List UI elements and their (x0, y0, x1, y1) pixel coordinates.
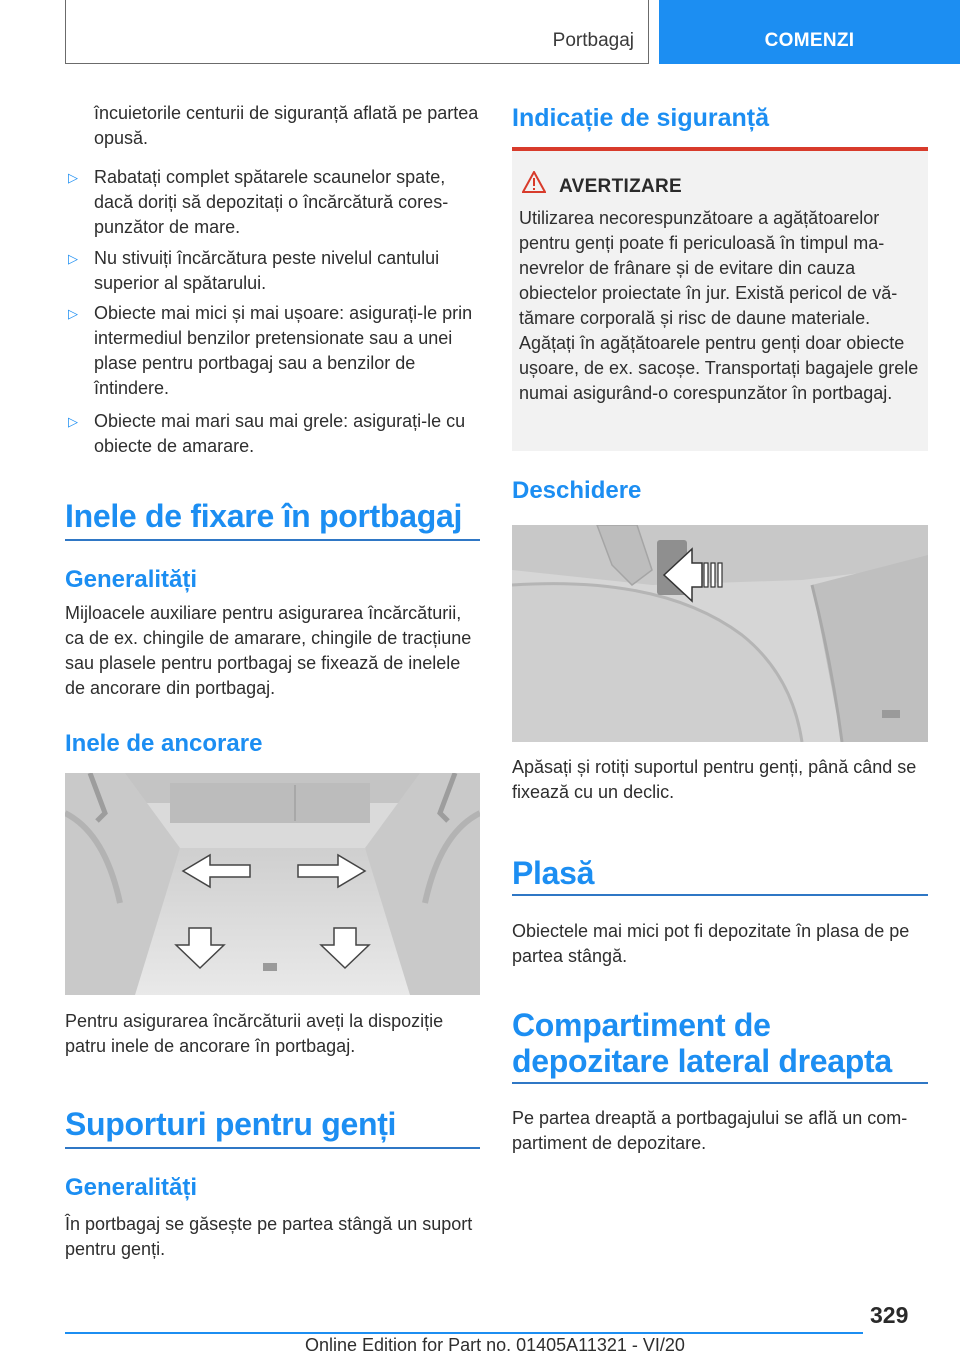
general-2-text: În portbagaj se găsește pe partea stângă un suport pentru genți. (65, 1214, 473, 1259)
triangle-bullet-icon: ▷ (68, 170, 78, 185)
compartment-text: Pe partea dreaptă a portbagajului se află un compartiment de depozitare. (512, 1108, 908, 1153)
heading-compartment: Compartiment de depozitare lateral dreapta (512, 1007, 892, 1079)
warning-triangle-icon (522, 171, 546, 193)
general-1-text: Mijloacele auxiliare pentru asigurarea încărcăturii, ca de ex. chingile de amarare, chingile de tracțiune sau plasele pentru portbagaj se fixează de inelele de ancorare din portbagaj. (65, 603, 472, 698)
header-chapter-label: COMENZI (764, 30, 855, 51)
heading-net: Plasă (512, 855, 595, 891)
heading-anchor-points: Inele de ancorare (65, 730, 263, 757)
header-section-title: Portbagaj (552, 30, 634, 51)
heading-rule (65, 539, 480, 541)
anchor-points-text: Pentru asigurarea încărcăturii aveți la dispoziție patru inele de ancorare în portbagaj. (65, 1011, 444, 1056)
heading-bag-holders: Suporturi pentru genți (65, 1106, 397, 1142)
warning-box (512, 147, 928, 451)
net-text: Obiectele mai mici pot fi depozitate în plasa de pe partea stângă. (512, 921, 910, 966)
heading-general-1: Generalități (65, 566, 198, 593)
triangle-bullet-icon: ▷ (68, 251, 78, 266)
footer-rule (65, 1332, 863, 1334)
bag-holder-figure (512, 525, 928, 742)
triangle-bullet-icon: ▷ (68, 414, 78, 429)
heading-rule (65, 1147, 480, 1149)
intro-continuation: încuietorile centurii de siguranță aflată pe partea opusă. (94, 103, 479, 148)
heading-safety: Indicație de siguranță (512, 104, 770, 132)
page-number: 329 (870, 1302, 909, 1328)
header-section-box (65, 0, 649, 64)
heading-anchor-rings: Inele de fixare în portbagaj (65, 498, 463, 534)
trunk-anchor-rings-figure (65, 773, 480, 995)
warning-title: AVERTIZARE (559, 176, 682, 197)
footer-edition: Online Edition for Part no. 01405A11321 - VI/20 (305, 1335, 685, 1355)
warning-text: Utilizarea necorespunzătoare a agățătoarelor pentru genți poate fi periculoasă în timpul manevrelor de frânare și de evitare din cauza obiectelor proiectate în jur. Există pericol de vătămare corporală și risc de daune materiale. Agățați în agățătoarele pentru genți doar obiecte ușoare, de ex. sacoșe. Transportați bagajele grele numai asigurând-o corespunzător în portbagaj. (519, 208, 919, 403)
triangle-bullet-icon: ▷ (68, 306, 78, 321)
header-chapter-tab[interactable] (659, 0, 960, 64)
heading-rule (512, 894, 928, 896)
heading-rule (512, 1082, 928, 1084)
heading-opening: Deschidere (512, 477, 642, 504)
heading-general-2: Generalități (65, 1174, 198, 1201)
opening-text: Apăsați și rotiți suportul pentru genți, până când se fixează cu un declic. (512, 757, 917, 802)
